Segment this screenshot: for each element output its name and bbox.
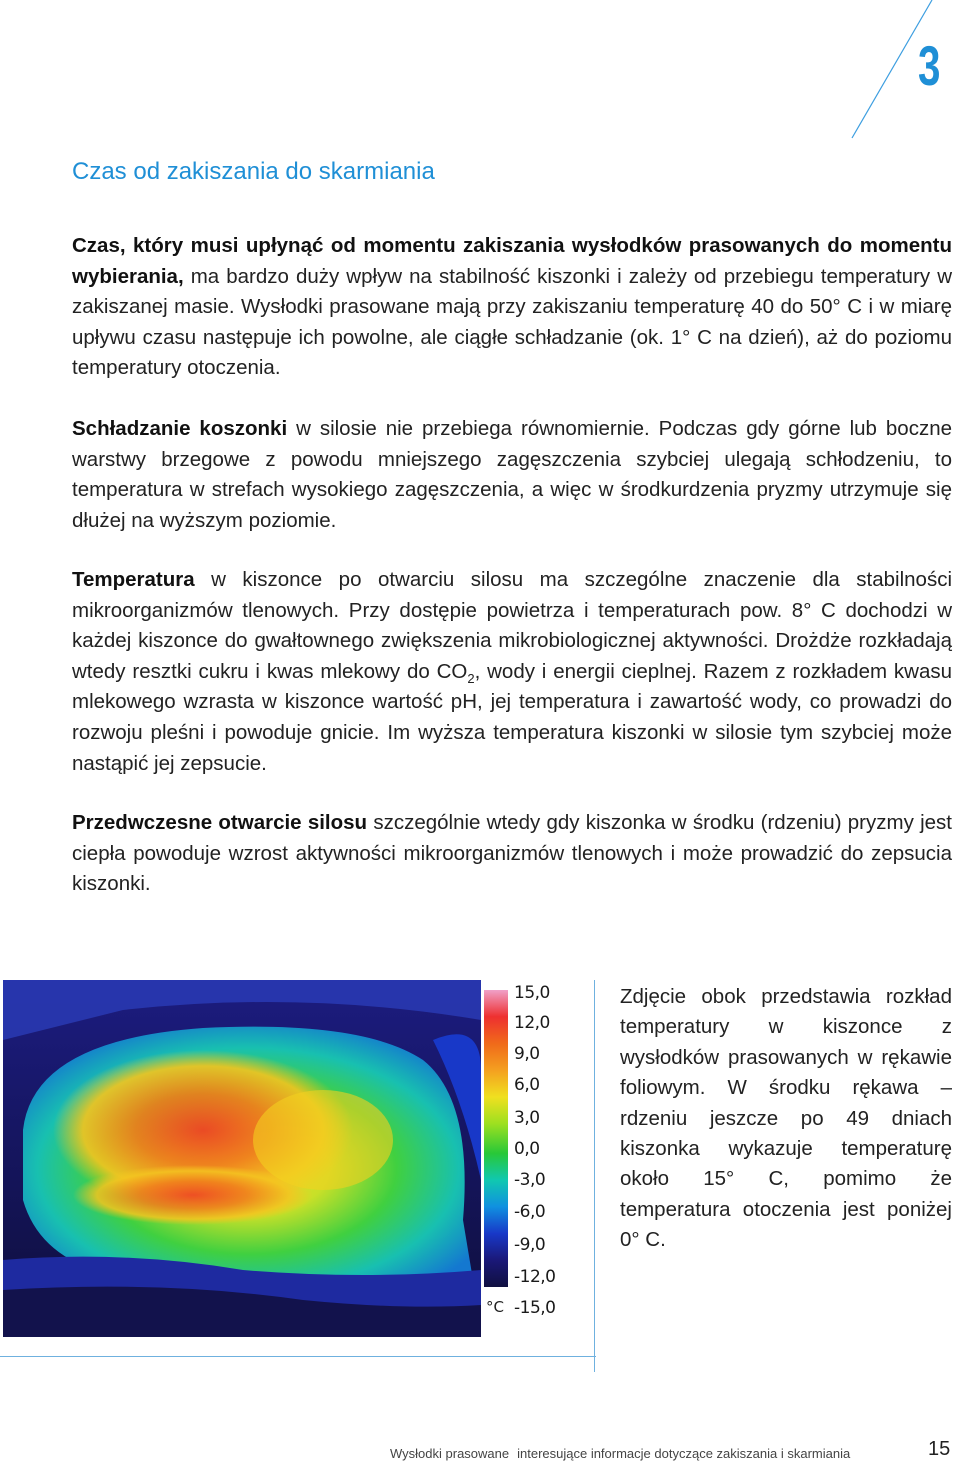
scale-unit: °C xyxy=(486,1298,504,1316)
paragraph-2 xyxy=(72,414,952,536)
figure-frame-vertical xyxy=(594,980,595,1372)
scale-tick: -9,0 xyxy=(514,1235,546,1255)
paragraph-4 xyxy=(72,808,952,900)
page-number: 15 xyxy=(928,1438,951,1460)
scale-tick: -15,0 xyxy=(514,1298,556,1318)
temperature-color-scale xyxy=(484,990,508,1287)
scale-tick: -3,0 xyxy=(514,1170,546,1190)
temperature-scale-labels xyxy=(514,980,584,1320)
scale-tick: 12,0 xyxy=(514,1013,550,1033)
scale-tick: 0,0 xyxy=(514,1139,540,1159)
scale-tick: -6,0 xyxy=(514,1202,546,1222)
scale-tick: 3,0 xyxy=(514,1108,540,1128)
paragraph-4-lead: Przedwczesne otwarcie silosu xyxy=(72,811,368,834)
co2-subscript: 2 xyxy=(467,670,475,686)
paragraph-3 xyxy=(72,565,952,779)
thermal-image-figure xyxy=(0,980,596,1370)
paragraph-3-text-b: , wody i energii cieplnej. Razem z rozkładem kwasu mlekowego wzrasta w kiszonce wartość pH, jej temperatura i zawartość wody, co prowadzi do rozwoju pleśni i powoduje gnicie. Im wyższa temperatura kiszonki w silosie tym szybciej może nastąpić jej zepsucie. xyxy=(72,659,953,775)
scale-tick: 6,0 xyxy=(514,1075,540,1095)
footer-right: interesujące informacje dotyczące zakiszania i skarmiania xyxy=(517,1446,851,1461)
figure-caption: Zdjęcie obok przedstawia rozkład temperatury w kiszonce z wysłodków prasowanych w rękawie foliowym. W środku rękawa – rdzeniu jeszcze po 49 dniach kiszonka wykazuje temperaturę około 15° C, pomimo że temperatura otoczenia jest poniżej 0° C. xyxy=(620,985,952,1252)
paragraph-1-text: ma bardzo duży wpływ na stabilność kiszonki i zależy od przebiegu temperatury w zakiszanej masie. Wysłodki prasowane mają przy zakiszaniu temperaturę 40 do 50° C i w miarę upływu czasu następuje ich powolne, ale ciągłe schładzanie (ok. 1° C na dzień), aż do poziomu temperatury otoczenia. xyxy=(72,264,952,380)
section-heading: Czas od zakiszania do skarmiania xyxy=(72,158,435,185)
paragraph-1 xyxy=(72,231,952,384)
paragraph-3-text-a: w kiszonce po otwarciu silosu ma szczególne znaczenie dla stabilności mikroorganizmów tlenowych. Przy dostępie powietrza i temperaturach pow. 8° C dochodzi w każdej kiszonce do gwałtownego zwiększenia mikrobiologicznej aktywności. Drożdże rozkładają wtedy resztki cukru i kwas mlekowy do CO xyxy=(72,568,952,683)
footer-left: Wysłodki prasowane xyxy=(390,1446,510,1461)
scale-tick: -12,0 xyxy=(514,1267,556,1287)
paragraph-2-text: w silosie nie przebiega równomiernie. Podczas gdy górne lub boczne warstwy brzegowe z powodu mniejszego zagęszczenia szybciej ulegają schłodzeniu, to temperatura w strefach wysokiego zagęszczenia, a więc w środkurdzenia pryzmy utrzymuje się dłużej na wyższym poziomie. xyxy=(72,417,952,532)
paragraph-4-text: szczególnie wtedy gdy kiszonka w środku (rdzeniu) pryzmy jest ciepła powoduje wzrost aktywności mikroorganizmów tlenowych i może prowadzić do zepsucia kiszonki. xyxy=(72,811,952,896)
chapter-number: 3 xyxy=(918,34,941,97)
paragraph-2-lead: Schładzanie koszonki xyxy=(72,417,288,440)
paragraph-3-lead: Temperatura xyxy=(72,568,195,591)
thermal-photo xyxy=(3,980,481,1337)
chapter-decor-line xyxy=(0,0,960,150)
scale-tick: 9,0 xyxy=(514,1044,540,1064)
paragraph-1-lead: Czas, który musi upłynąć od momentu zakiszania wysłodków prasowanych do momentu wybierania, xyxy=(72,234,952,288)
scale-tick: 15,0 xyxy=(514,983,550,1003)
page-footer xyxy=(390,1446,895,1461)
figure-frame-horizontal xyxy=(0,1356,596,1357)
